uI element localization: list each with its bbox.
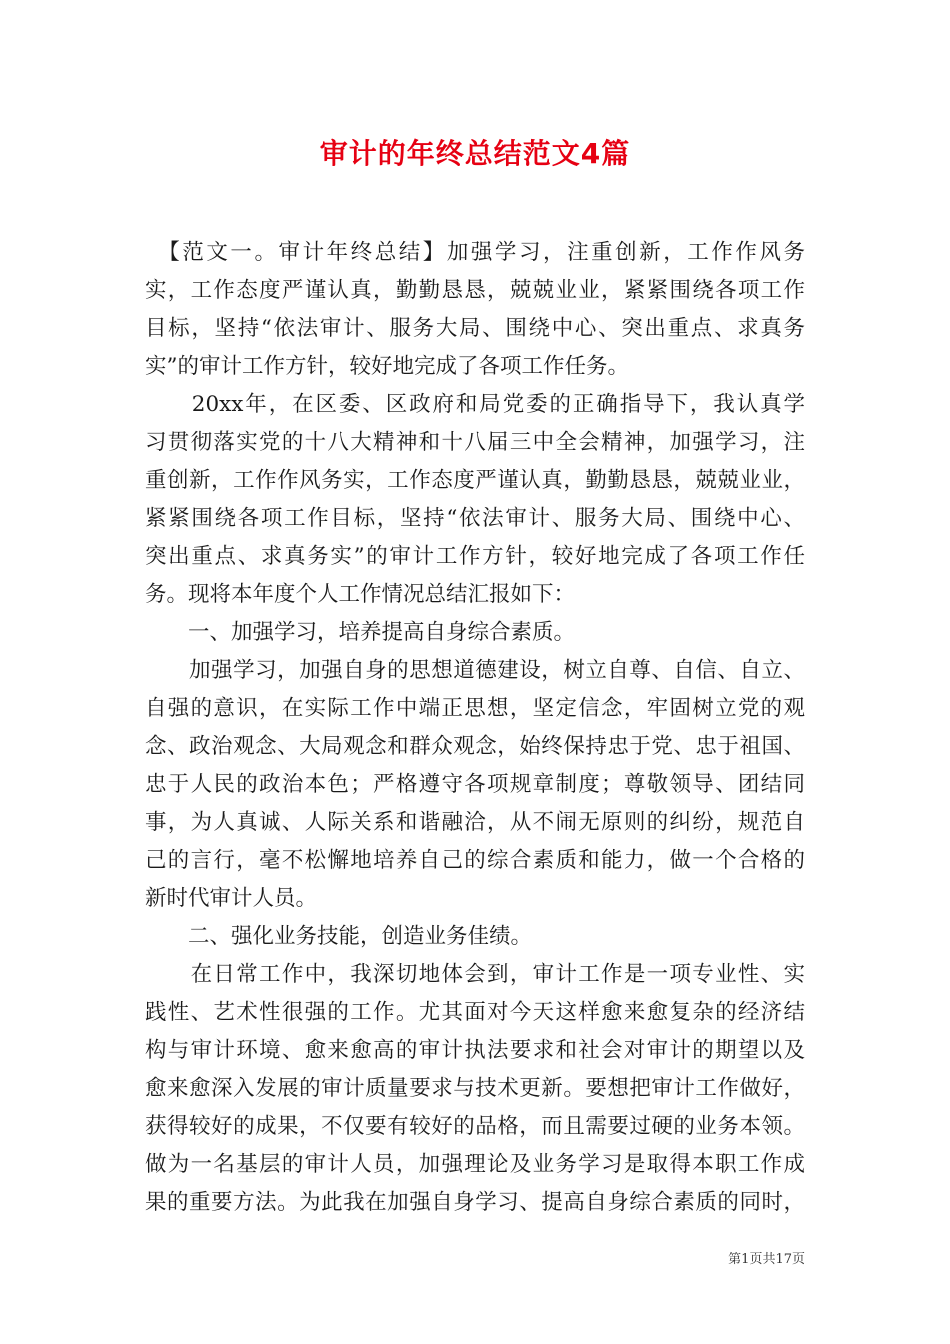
text-line: 忠于人民的政治本色；严格遵守各项规章制度；尊敬领导、团结同 xyxy=(145,772,805,797)
text-line: 在日常工作中，我深切地体会到，审计工作是一项专业性、实 xyxy=(145,962,805,987)
text-line: 构与审计环境、愈来愈高的审计执法要求和社会对审计的期望以及 xyxy=(145,1038,805,1063)
text-line: 目标，坚持“依法审计、服务大局、围绕中心、突出重点、求真务 xyxy=(145,316,805,341)
text-line: 己的言行，毫不松懈地培养自己的综合素质和能力，做一个合格的 xyxy=(145,848,805,873)
text-line: 加强学习，加强自身的思想道德建设，树立自尊、自信、自立、 xyxy=(145,658,805,683)
text-line: 自强的意识，在实际工作中端正思想，坚定信念，牢固树立党的观 xyxy=(145,696,805,721)
text-line: 20xx年，在区委、区政府和局党委的正确指导下，我认真学 xyxy=(145,392,805,417)
text-line: 一、加强学习，培养提高自身综合素质。 xyxy=(145,620,576,645)
text-line: 实”的审计工作方针，较好地完成了各项工作任务。 xyxy=(145,354,629,379)
text-line: 念、政治观念、大局观念和群众观念，始终保持忠于党、忠于祖国、 xyxy=(145,734,805,759)
text-line: 【范文一。审计年终总结】加强学习，注重创新，工作作风务 xyxy=(145,240,805,265)
text-line: 习贯彻落实党的十八大精神和十八届三中全会精神，加强学习，注 xyxy=(145,430,805,455)
text-line: 践性、艺术性很强的工作。尤其面对今天这样愈来愈复杂的经济结 xyxy=(145,1000,805,1025)
text-line: 务。现将本年度个人工作情况总结汇报如下： xyxy=(145,582,576,607)
text-line: 实，工作态度严谨认真，勤勤恳恳，兢兢业业，紧紧围绕各项工作 xyxy=(145,278,805,303)
text-line: 重创新，工作作风务实，工作态度严谨认真，勤勤恳恳，兢兢业业， xyxy=(145,468,805,493)
document-title: 审计的年终总结范文4篇 xyxy=(319,137,631,170)
text-line: 事，为人真诚、人际关系和谐融洽，从不闹无原则的纠纷，规范自 xyxy=(145,810,805,835)
text-line: 新时代审计人员。 xyxy=(145,886,318,911)
text-line: 紧紧围绕各项工作目标，坚持“依法审计、服务大局、围绕中心、 xyxy=(145,506,805,531)
page-footer: 第1页共17页 xyxy=(728,1252,805,1267)
text-line: 愈来愈深入发展的审计质量要求与技术更新。要想把审计工作做好， xyxy=(145,1076,805,1101)
text-line: 突出重点、求真务实”的审计工作方针，较好地完成了各项工作任 xyxy=(145,544,805,569)
text-line: 二、强化业务技能，创造业务佳绩。 xyxy=(145,924,533,949)
text-line: 果的重要方法。为此我在加强自身学习、提高自身综合素质的同时， xyxy=(145,1190,805,1215)
text-line: 获得较好的成果，不仅要有较好的品格，而且需要过硬的业务本领。 xyxy=(145,1114,805,1139)
text-line: 做为一名基层的审计人员，加强理论及业务学习是取得本职工作成 xyxy=(145,1152,805,1177)
document-body xyxy=(145,234,805,1222)
